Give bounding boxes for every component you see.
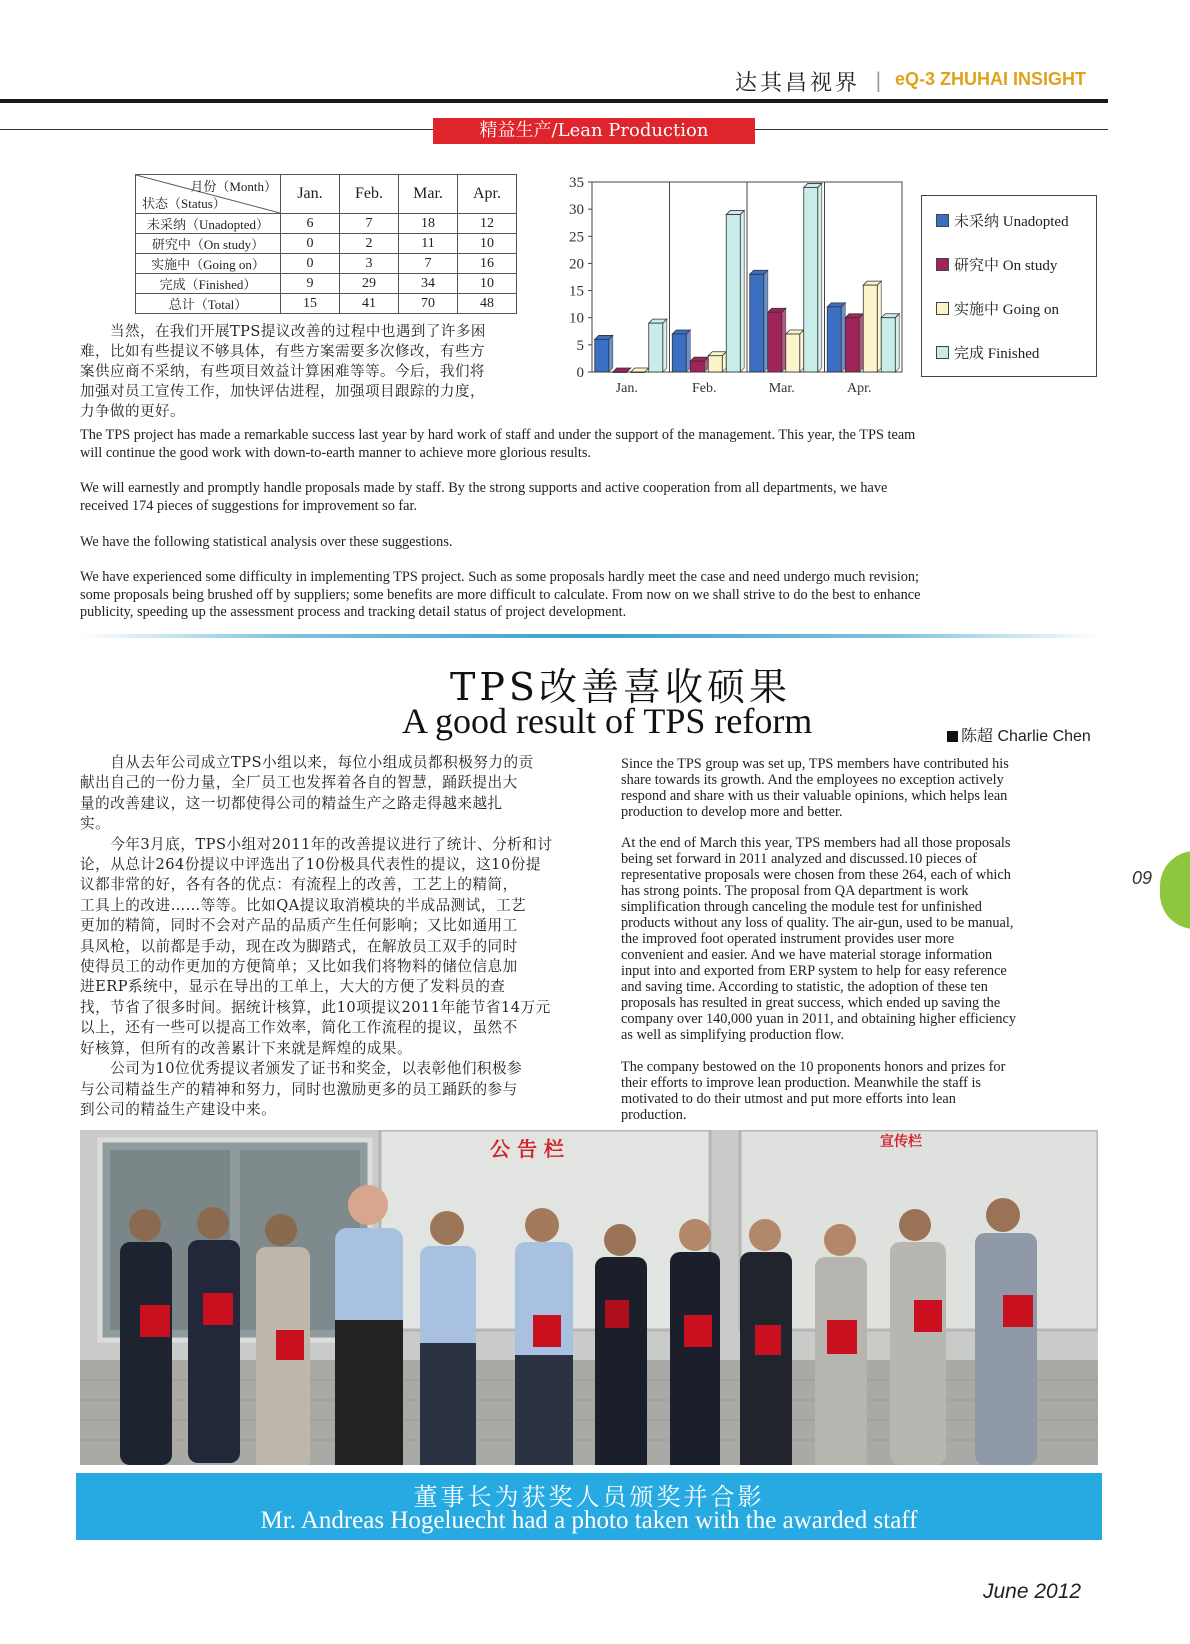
table-month-header: Mar. bbox=[399, 175, 458, 214]
table-cell: 41 bbox=[340, 294, 399, 314]
intro-cn-paragraph bbox=[80, 322, 550, 422]
article-en-line: company over 140,000 yuan in 2011, and obtaining higher efficiency bbox=[621, 1011, 1017, 1027]
intro-en-line: We have the following statistical analysis over these suggestions. bbox=[80, 534, 453, 550]
bar bbox=[708, 356, 722, 372]
corner-month-label: 月份（Month） bbox=[190, 179, 277, 194]
bar bbox=[690, 361, 704, 372]
legend-label: 完成 Finished bbox=[954, 346, 1040, 362]
article-en-line: At the end of March this year, TPS members had all those proposals bbox=[621, 835, 1011, 851]
table-header-row bbox=[136, 175, 517, 214]
y-tick-label: 10 bbox=[569, 310, 584, 327]
article-en-line: share towards its growth. And the employees no exception actively bbox=[621, 772, 1004, 788]
intro-cn-line: 难，比如有些提议不够具体，有些方案需要多次修改，有些方 bbox=[80, 344, 485, 360]
intro-cn-line: 力争做的更好。 bbox=[80, 404, 185, 420]
article-title-cn: TPS改善喜收硕果 bbox=[450, 665, 791, 709]
article-cn-line: 实。 bbox=[80, 815, 111, 833]
article-cn-line: 工具上的改进……等等。比如QA提议取消模块的半成品测试，工艺 bbox=[80, 896, 527, 914]
table-cell: 10 bbox=[458, 234, 517, 254]
intro-cn-line: 加强对员工宣传工作，加快评估进程，加强项目跟踪的力度， bbox=[80, 384, 485, 400]
table-cell: 15 bbox=[281, 294, 340, 314]
legend-item bbox=[936, 342, 1039, 363]
bar bbox=[827, 307, 841, 372]
article-en-paragraph-1 bbox=[621, 756, 1101, 820]
article-en-line: products without any loss of quality. The air-gun, used to be manual, bbox=[621, 915, 1014, 931]
intro-en-line: some proposals being brushed off by suppliers; some benefits are more difficult to calculate. From now on we shall strive to do the best to enhance bbox=[80, 586, 921, 603]
table-cell: 12 bbox=[458, 214, 517, 234]
bar-side bbox=[686, 330, 690, 372]
article-en-line: convenient and easier. And we have material storage information bbox=[621, 947, 993, 963]
table-corner-cell bbox=[136, 175, 281, 214]
article-en-line: the improved foot operated instrument provides user more bbox=[621, 931, 955, 947]
legend-swatch bbox=[936, 346, 949, 359]
caption-cn: 董事长为获奖人员颁奖并合影 bbox=[413, 1483, 765, 1511]
article-en-line: has strong points. The proposal from QA department is work bbox=[621, 883, 969, 899]
table-row-label: 未采纳（Unadopted） bbox=[136, 214, 281, 234]
article-cn-line: 以上，还有一些可以提高工作效率，简化工作流程的提议，虽然不 bbox=[80, 1019, 518, 1037]
byline-square-icon bbox=[947, 731, 958, 742]
legend-item bbox=[936, 210, 1069, 231]
x-tick-label: Feb. bbox=[692, 381, 717, 396]
table-row bbox=[136, 274, 517, 294]
bar bbox=[649, 323, 663, 372]
table-month-header: Jan. bbox=[281, 175, 340, 214]
byline bbox=[947, 723, 1091, 746]
article-cn-line: 公司为10位优秀提议者颁发了证书和奖金，以表彰他们积极参 bbox=[80, 1060, 523, 1078]
y-tick-label: 20 bbox=[569, 256, 584, 273]
table-cell: 70 bbox=[399, 294, 458, 314]
x-tick-label: Apr. bbox=[847, 381, 872, 396]
article-title-en: A good result of TPS reform bbox=[402, 701, 813, 741]
article-en-line: motivated to do their utmost and put more efforts into lean bbox=[621, 1091, 956, 1107]
intro-en-paragraph-3 bbox=[80, 534, 1110, 552]
table-row bbox=[136, 254, 517, 274]
table-cell: 0 bbox=[281, 234, 340, 254]
table-cell: 7 bbox=[399, 254, 458, 274]
table-cell: 9 bbox=[281, 274, 340, 294]
bar-chart bbox=[562, 174, 914, 396]
y-tick-label: 15 bbox=[569, 283, 584, 300]
article-cn-column bbox=[80, 753, 585, 1120]
table-cell: 11 bbox=[399, 234, 458, 254]
intro-en-line: We have experienced some difficulty in implementing TPS project. Such as some proposals hardly meet the case and need undergo much revision; bbox=[80, 569, 919, 585]
header-separator: | bbox=[875, 68, 882, 92]
article-cn-line: 使得员工的动作更加的方便简单；又比如我们将物料的储位信息加 bbox=[80, 958, 518, 976]
notice-board-label-2: 宣传栏 bbox=[880, 1134, 922, 1150]
intro-en-line: publicity, speeding up the assessment process and tracking detail status of project development. bbox=[80, 604, 627, 620]
table-cell: 48 bbox=[458, 294, 517, 314]
table-cell: 34 bbox=[399, 274, 458, 294]
intro-en-line: will continue the good work with down-to-earth manner to achieve more glorious results. bbox=[80, 444, 591, 461]
article-en-line: respond and share with us their valuable opinions, which helps lean bbox=[621, 788, 1008, 804]
article-en-line: The company bestowed on the 10 proponents honors and prizes for bbox=[621, 1059, 1006, 1075]
table-row-label: 实施中（Going on） bbox=[136, 254, 281, 274]
magazine-title-en: eQ-3 ZHUHAI INSIGHT bbox=[895, 69, 1087, 89]
bar-side bbox=[895, 314, 899, 372]
bar-side bbox=[877, 281, 881, 372]
legend-label: 研究中 On study bbox=[954, 258, 1058, 274]
table-cell: 0 bbox=[281, 254, 340, 274]
table-cell: 10 bbox=[458, 274, 517, 294]
bar bbox=[786, 334, 800, 372]
table-row-label: 研究中（On study） bbox=[136, 234, 281, 254]
bar bbox=[804, 187, 818, 372]
article-cn-line: 进ERP系统中，显示在导出的工单上，大大的方便了发料员的查 bbox=[80, 978, 506, 996]
article-en-line: their efforts to improve lean production. Meanwhile the staff is bbox=[621, 1075, 981, 1091]
article-en-line: and saving time. According to statistic, the adoption of these ten bbox=[621, 979, 988, 995]
article-cn-line: 献出自己的一份力量，全厂员工也发挥着各自的智慧，踊跃提出大 bbox=[80, 774, 518, 792]
article-cn-line: 论，从总计264份提议中评选出了10份极具代表性的提议，这10份提 bbox=[80, 856, 541, 874]
table-row-label: 总计（Total） bbox=[136, 294, 281, 314]
caption-en: Mr. Andreas Hogeluecht had a photo taken with the awarded staff bbox=[260, 1507, 918, 1534]
x-tick-label: Jan. bbox=[615, 381, 638, 396]
intro-cn-line: 当然，在我们开展TPS提议改善的过程中也遇到了许多困 bbox=[110, 324, 486, 340]
x-tick-label: Mar. bbox=[768, 381, 795, 396]
intro-cn-line: 案供应商不采纳，有些项目效益计算困难等等。今后，我们将 bbox=[80, 364, 485, 380]
intro-en-line: We will earnestly and promptly handle proposals made by staff. By the strong supports and active cooperation from all departments, we have bbox=[80, 480, 888, 496]
bar bbox=[750, 274, 764, 372]
article-en-line: simplification through canceling the module test for unfinished bbox=[621, 899, 982, 915]
table-cell: 3 bbox=[340, 254, 399, 274]
section-divider bbox=[80, 634, 1100, 638]
article-cn-line: 找，节省了很多时间。据统计核算，此10项提议2011年能节省14万元 bbox=[80, 998, 551, 1016]
bar bbox=[845, 318, 859, 372]
group-photo bbox=[80, 1130, 1098, 1465]
legend-label: 实施中 Going on bbox=[954, 302, 1060, 318]
article-cn-line: 更加的精简，同时不会对产品的品质产生任何影响；又比如通用工 bbox=[80, 917, 518, 935]
magazine-title-cn: 达其昌视界 bbox=[735, 71, 861, 96]
table-row bbox=[136, 214, 517, 234]
bar bbox=[881, 318, 895, 372]
table-month-header: Apr. bbox=[458, 175, 517, 214]
bar bbox=[863, 285, 877, 372]
bar-side bbox=[859, 314, 863, 372]
bar-side bbox=[609, 335, 613, 372]
article-cn-line: 具风枪，以前都是手动，现在改为脚踏式，在解放员工双手的同时 bbox=[80, 937, 518, 955]
article-en-line: production to develop more and better. bbox=[621, 804, 843, 820]
article-en-line: input into and exported from ERP system to help for easy reference bbox=[621, 963, 1007, 979]
corner-status-label: 状态（Status） bbox=[142, 196, 226, 211]
bar bbox=[768, 312, 782, 372]
article-en-paragraph-2 bbox=[621, 835, 1101, 1043]
intro-en-paragraph-2 bbox=[80, 480, 1110, 515]
article-cn-line: 议都非常的好，各有各的优点：有流程上的改善，工艺上的精简， bbox=[80, 876, 518, 894]
legend-swatch bbox=[936, 258, 949, 271]
bar-side bbox=[663, 319, 667, 372]
y-tick-label: 0 bbox=[576, 365, 584, 381]
y-tick-label: 30 bbox=[569, 202, 584, 219]
bar-side bbox=[818, 183, 822, 372]
article-en-line: Since the TPS group was set up, TPS members have contributed his bbox=[621, 756, 1009, 772]
table-row bbox=[136, 234, 517, 254]
photo-caption bbox=[76, 1473, 1102, 1540]
article-cn-line: 今年3月底，TPS小组对2011年的改善提议进行了统计、分析和讨 bbox=[80, 835, 553, 853]
article-en-paragraph-3 bbox=[621, 1059, 1101, 1123]
table-row bbox=[136, 294, 517, 314]
table-cell: 18 bbox=[399, 214, 458, 234]
group-photo-illustration bbox=[80, 1130, 1098, 1465]
bar bbox=[726, 215, 740, 372]
header-rule-thick bbox=[0, 99, 1108, 103]
bar-side bbox=[764, 270, 768, 372]
bar bbox=[631, 372, 645, 373]
y-tick-label: 5 bbox=[576, 337, 584, 354]
notice-board-label: 公 告 栏 bbox=[490, 1137, 564, 1161]
article-en-line: representative proposals were chosen from these 264, each of which bbox=[621, 867, 1011, 883]
y-tick-label: 35 bbox=[569, 175, 584, 191]
article-en-line: being set forward in 2011 analyzed and discussed.10 pieces of bbox=[621, 851, 977, 867]
bar bbox=[672, 334, 686, 372]
bar-side bbox=[800, 330, 804, 372]
page-tab bbox=[1160, 851, 1190, 929]
bar-side bbox=[740, 211, 744, 372]
legend-label: 未采纳 Unadopted bbox=[954, 214, 1069, 230]
article-cn-line: 量的改善建议，这一切都使得公司的精益生产之路走得越来越扎 bbox=[80, 794, 503, 812]
bar-side bbox=[841, 303, 845, 372]
table-cell: 16 bbox=[458, 254, 517, 274]
bar bbox=[613, 372, 627, 373]
intro-en-line: received 174 pieces of suggestions for improvement so far. bbox=[80, 497, 418, 514]
chart-legend bbox=[921, 195, 1097, 377]
article-en-line: production. bbox=[621, 1107, 687, 1123]
bar bbox=[595, 339, 609, 372]
legend-swatch bbox=[936, 214, 949, 227]
legend-item bbox=[936, 254, 1057, 275]
table-row-label: 完成（Finished） bbox=[136, 274, 281, 294]
bar-side bbox=[782, 308, 786, 372]
article-cn-line: 到公司的精益生产建设中来。 bbox=[80, 1100, 277, 1118]
article-cn-line: 自从去年公司成立TPS小组以来，每位小组成员都积极努力的贡 bbox=[80, 754, 534, 771]
article-en-line: proposals has resulted in great success, which ended up saving the bbox=[621, 995, 1001, 1011]
table-cell: 6 bbox=[281, 214, 340, 234]
y-tick-label: 25 bbox=[569, 229, 584, 246]
intro-en-paragraph-4 bbox=[80, 569, 1110, 622]
legend-swatch bbox=[936, 302, 949, 315]
author-name: 陈超 Charlie Chen bbox=[961, 728, 1091, 745]
article-cn-line: 好核算，但所有的改善累计下来就是辉煌的成果。 bbox=[80, 1039, 413, 1057]
intro-en-line: The TPS project has made a remarkable success last year by hard work of staff and under the support of the management. This year, the TPS team bbox=[80, 427, 916, 443]
table-cell: 2 bbox=[340, 234, 399, 254]
table-cell: 7 bbox=[340, 214, 399, 234]
page-number: 09 bbox=[1132, 868, 1153, 888]
table-cell: 29 bbox=[340, 274, 399, 294]
statistics-table bbox=[135, 174, 517, 314]
article-en-line: as well as simplifying production flow. bbox=[621, 1027, 845, 1043]
intro-en-paragraph-1 bbox=[80, 427, 1110, 462]
legend-item bbox=[936, 298, 1059, 319]
article-cn-line: 与公司精益生产的精神和努力，同时也激励更多的员工踊跃的参与 bbox=[80, 1080, 518, 1098]
issue-date: June 2012 bbox=[983, 1580, 1082, 1603]
section-tag: 精益生产/Lean Production bbox=[433, 118, 755, 144]
table-month-header: Feb. bbox=[340, 175, 399, 214]
